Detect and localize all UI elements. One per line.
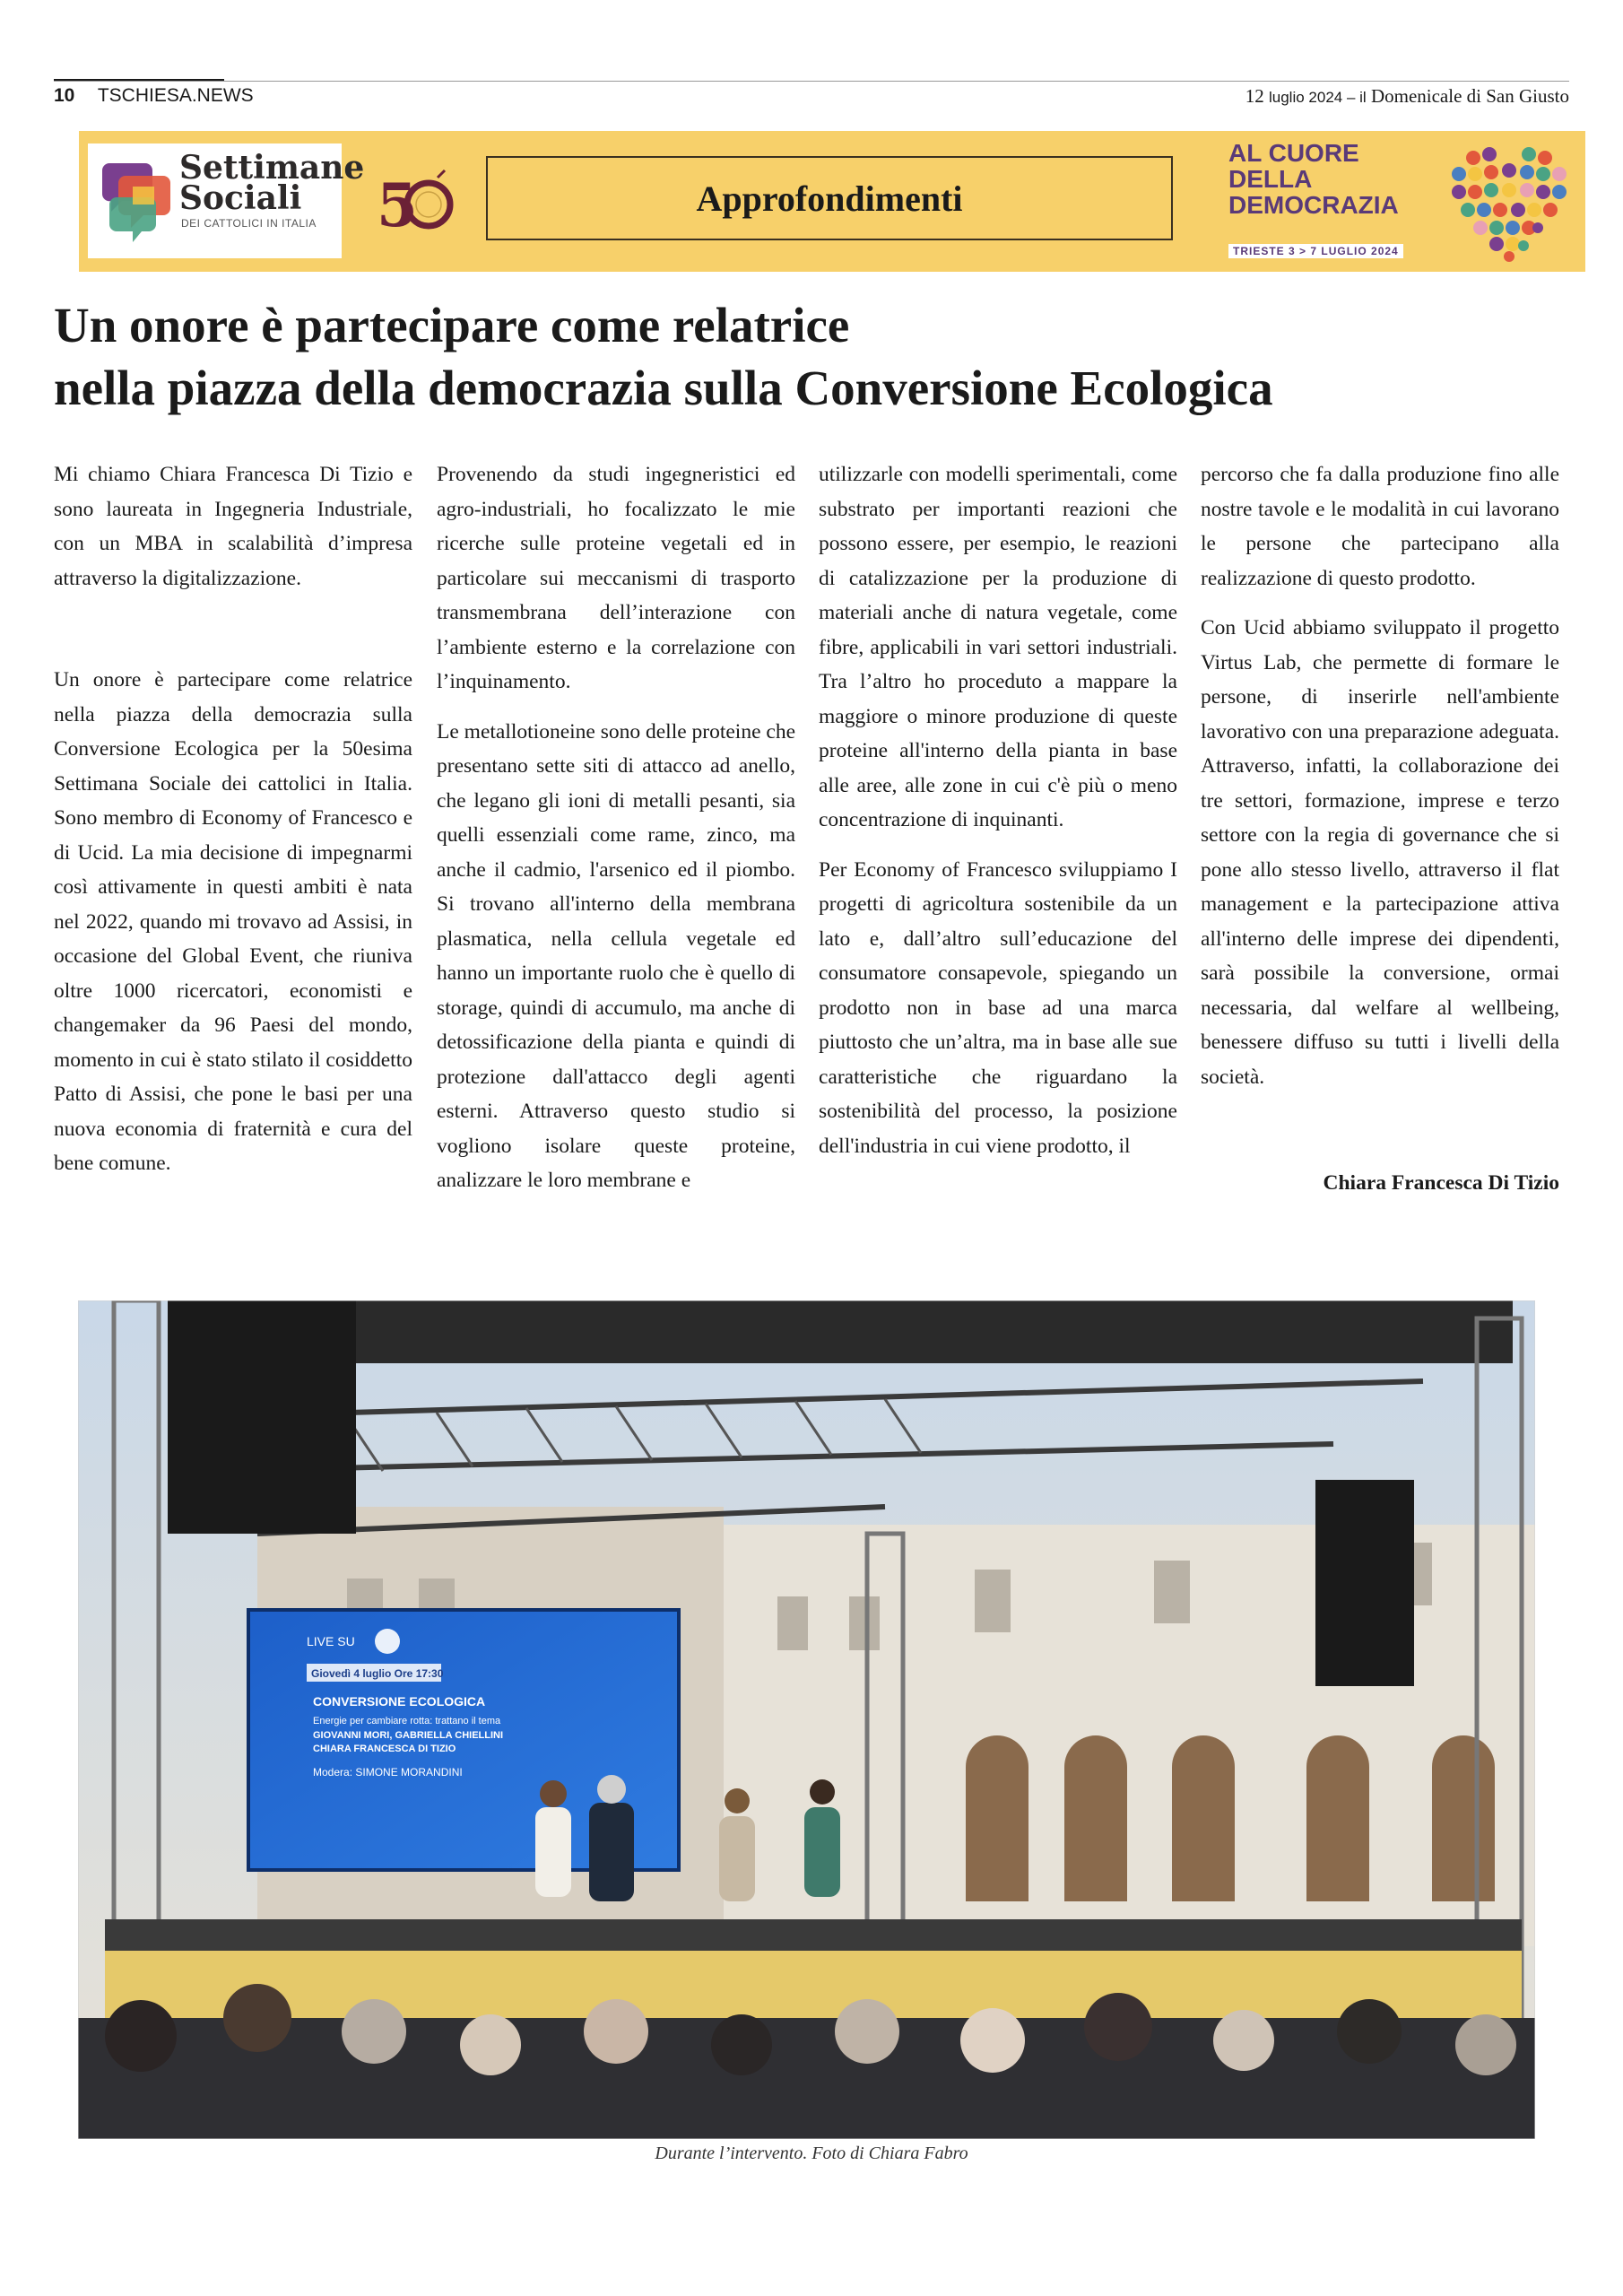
article-paragraph: utilizzarle con modelli sperimentali, come substrato per importanti reazioni che possono essere, per esempio, le reazioni di catalizzazione per la produzione di materiali anche di natura vegetale, come fibre, applicabili in vari settori industriali. Tra l’altro ho proceduto a mappare la maggiore o minore produzione di queste proteine all'interno della pianta in base alle aree, alle zone in cui c'è più o meno concentrazione di inquinanti.: [819, 463, 1177, 831]
screen-speakers-1: GIOVANNI MORI, GABRIELLA CHIELLINI: [313, 1730, 504, 1741]
logo-wordmark: Settimane Sociali: [179, 149, 365, 217]
article-column-1: [54, 457, 412, 1196]
section-banner: [79, 131, 1585, 272]
fiftieth-edition-badge-icon: [375, 161, 456, 242]
running-head-left: [54, 85, 254, 107]
running-head-right: [1245, 85, 1569, 108]
stage-platform: [105, 1919, 1522, 1951]
site-name: TSCHIESA.NEWS: [97, 85, 254, 106]
screen-moderator: Modera: SIMONE MORANDINI: [313, 1766, 463, 1779]
speech-bubbles-logo-icon: [99, 156, 174, 244]
headline-line-2: nella piazza della democrazia sulla Conversione Ecologica: [54, 361, 1273, 415]
publication-name: Domenicale di San Giusto: [1370, 85, 1569, 107]
svg-text:5: 5: [377, 170, 418, 240]
event-dates: TRIESTE 3 > 7 LUGLIO 2024: [1228, 244, 1403, 258]
speaker-right: [1315, 1480, 1414, 1686]
article-column-3: [819, 457, 1177, 1178]
article-paragraph: Per Economy of Francesco sviluppiamo I progetti di agricoltura sostenibile da un lato e, dall’altro sull’educazione del consumatore consapevole, spiegando un prodotto non in base ad una marca piuttosto che un’altra, ma in base alle sue caratteristiche che riguardano la sostenibilità del processo, la posizione dell'industria in cui viene prodotto, il: [819, 857, 1177, 1158]
author-signature: Chiara Francesca Di Tizio: [1323, 1171, 1559, 1195]
screen-date: Giovedì 4 luglio Ore 17:30: [311, 1667, 444, 1680]
event-claim: AL CUORE DELLA DEMOCRAZIA: [1228, 139, 1399, 219]
settimane-sociali-logo: [88, 144, 365, 258]
screen-live-label: LIVE SU: [307, 1634, 355, 1648]
article-column-2: [437, 457, 795, 1213]
headline-line-1: Un onore è partecipare come relatrice: [54, 298, 850, 352]
event-stage-photo: [78, 1300, 1535, 2139]
article-paragraph: Le metallotioneine sono delle proteine che presentano sette siti di attacco ad anello, che legano gli ioni di metalli pesanti, sia quelli essenziali come rame, zinco, ma anche il cadmio, l'arsenico ed il piombo. Si trovano all'interno della membrana plasmatica, nella cellula vegetale ed hanno un importante ruolo che è quello di storage, quindi di accumulo, ma anche di detossificazione della pianta e quindi di protezione dall'attacco degli agenti esterni. Attraverso questo studio si vogliono isolare queste proteine, analizzare le loro membrane e: [437, 719, 796, 1192]
page-number: 10: [54, 85, 75, 106]
article-headline: [54, 294, 1569, 420]
tv-channel-logo-icon: [375, 1629, 400, 1654]
photo-caption: Durante l’intervento. Foto di Chiara Fabro: [655, 2144, 968, 2163]
article-paragraph: percorso che fa dalla produzione fino alle nostre tavole e le modalità in cui lavorano le persone che partecipano alla realizzazione di questo prodotto.: [1201, 463, 1559, 590]
stage-skirt: [105, 1951, 1522, 2022]
article-paragraph: Un onore è partecipare come relatrice nella piazza della democrazia sulla Conversione Ecologica per la 50esima Settimana Sociale dei cattolici in Italia. Sono membro di Economy of Francesco e di Ucid. La mia decisione di impegnarmi così attivamente in questi ambiti è nata nel 2022, quando mi trovavo ad Assisi, in occasione del Global Event, che riuniva oltre 1000 ricercatori, economisti e changemaker da 96 Paesi del mondo, momento in cui è stato stilato il cosiddetto Patto di Assisi, che pone le basi per una nuova economia di fraternità e cura del bene comune.: [54, 668, 412, 1175]
screen-speakers-2: CHIARA FRANCESCA DI TIZIO: [313, 1744, 456, 1754]
audience-area: [78, 2018, 1535, 2139]
speaker-left: [168, 1300, 356, 1534]
logo-subtitle: DEI CATTOLICI IN ITALIA: [181, 217, 317, 230]
article-paragraph: Mi chiamo Chiara Francesca Di Tizio e sono laureata in Ingegneria Industriale, con un MBA in scalabilità d’impresa attraverso la digitalizzazione.: [54, 463, 412, 590]
article-column-4: [1201, 457, 1559, 1216]
header-rule: [54, 81, 1569, 82]
section-title: Approfondimenti: [486, 156, 1173, 240]
issue-month-year: luglio 2024 – il: [1269, 89, 1367, 106]
article-paragraph: Provenendo da studi ingegneristici ed agro-industriali, ho focalizzato le mie ricerche sulle proteine vegetali ed in particolare sui meccanismi di trasporto transmembrana dell’interazione con l’ambiente esterno e la correlazione con l’inquinamento.: [437, 463, 795, 693]
article-paragraph: Con Ucid abbiamo sviluppato il progetto Virtus Lab, che permette di formare le persone, di inserirle nell'ambiente lavorativo con una preparazione adeguata. Attraverso, infatti, la collaborazione dei tre settori, formazione, imprese e terzo settore con la regia di governance che si pone allo stesso livello, attraverso il flat management e la partecipazione attiva all'interno delle imprese dei dipendenti, sarà possibile la conversione, ormai necessaria, dal welfare al wellbeing, benessere diffuso su tutti i livelli della società.: [1201, 616, 1559, 1089]
screen-title: CONVERSIONE ECOLOGICA: [313, 1694, 486, 1709]
heart-dots-logo-icon: [1446, 140, 1572, 262]
screen-subtitle: Energie per cambiare rotta: trattano il tema: [313, 1716, 501, 1726]
issue-day: 12: [1245, 85, 1264, 107]
stage-roof: [213, 1300, 1513, 1363]
